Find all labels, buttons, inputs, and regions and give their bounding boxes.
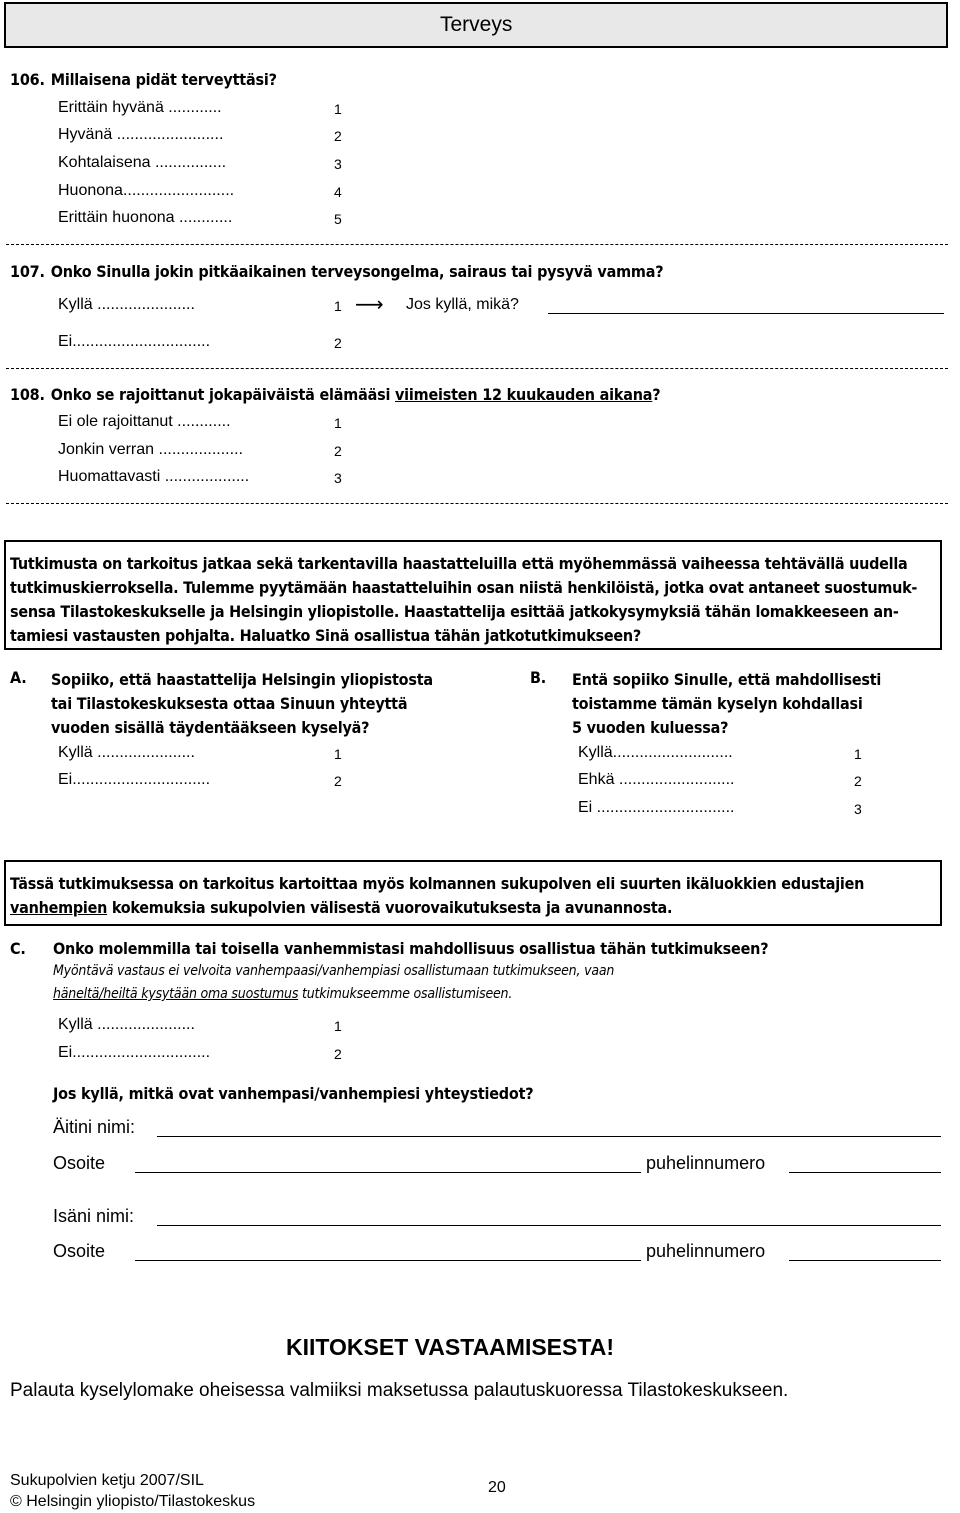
followup-label: Jos kyllä, mikä?	[406, 296, 519, 313]
page-number: 20	[488, 1479, 506, 1496]
mother-name-label: Äitini nimi:	[53, 1117, 136, 1137]
question-number: 106.	[10, 70, 45, 89]
qa-code-2: 2	[334, 773, 342, 789]
qa-code-1: 1	[334, 746, 342, 762]
contact-question: Jos kyllä, mitkä ovat vanhempasi/vanhempiesi yhteystiedot?	[53, 1084, 534, 1103]
q106-option-1[interactable]: Erittäin hyvänä ............	[58, 99, 222, 116]
q108-code-1: 1	[334, 415, 342, 431]
qc-option-1[interactable]: Kyllä ......................	[58, 1016, 195, 1033]
qb-option-3[interactable]: Ei ...............................	[578, 799, 735, 816]
section-title: Terveys	[440, 13, 513, 36]
question-108: 108. Onko se rajoittanut jokapäiväistä elämääsi viimeisten 12 kuukauden aikana?	[10, 385, 661, 404]
father-address-label: Osoite	[53, 1241, 106, 1261]
q107-option-2[interactable]: Ei...............................	[58, 333, 211, 350]
qb-option-1[interactable]: Kyllä...........................	[578, 744, 733, 761]
question-a: Sopiiko, että haastattelija Helsingin yliopistosta tai Tilastokeskuksesta ottaa Sinuun yhteyttä vuoden sisällä täydentääkseen kyselyä?	[51, 670, 433, 737]
father-address-field[interactable]	[135, 1260, 641, 1261]
father-phone-label: puhelinnumero	[646, 1241, 766, 1261]
q106-code-3: 3	[334, 156, 342, 172]
question-c-letter: C.	[10, 939, 26, 958]
qb-code-3: 3	[854, 801, 862, 817]
mother-address-field[interactable]	[135, 1172, 641, 1173]
qa-option-1[interactable]: Kyllä ......................	[58, 744, 195, 761]
footer-survey-name: Sukupolvien ketju 2007/SIL	[10, 1472, 204, 1489]
qb-code-2: 2	[854, 773, 862, 789]
question-a-letter: A.	[10, 668, 27, 687]
qb-option-2[interactable]: Ehkä ..........................	[578, 771, 735, 788]
q108-code-3: 3	[334, 470, 342, 486]
separator	[6, 368, 948, 369]
q107-code-2: 2	[334, 335, 342, 351]
q108-option-3[interactable]: Huomattavasti ...................	[58, 468, 250, 485]
mother-name-field[interactable]	[157, 1136, 941, 1137]
separator	[6, 244, 948, 245]
qb-code-1: 1	[854, 746, 862, 762]
arrow-right-icon: ⟶	[355, 294, 384, 316]
question-text: Onko Sinulla jokin pitkäaikainen terveysongelma, sairaus tai pysyvä vamma?	[50, 262, 664, 281]
q106-option-2[interactable]: Hyvänä ........................	[58, 126, 224, 143]
father-name-field[interactable]	[157, 1225, 941, 1226]
qc-code-2: 2	[334, 1046, 342, 1062]
return-instructions: Palauta kyselylomake oheisessa valmiiksi maksetussa palautuskuoressa Tilastokeskukseen.	[10, 1380, 789, 1401]
q108-option-1[interactable]: Ei ole rajoittanut ............	[58, 413, 231, 430]
question-b: Entä sopiiko Sinulle, että mahdollisesti toistamme tämän kyselyn kohdallasi 5 vuoden kuluessa?	[572, 670, 882, 737]
question-c: Onko molemmilla tai toisella vanhemmistasi mahdollisuus osallistua tähän tutkimukseen?	[53, 939, 769, 958]
qc-code-1: 1	[334, 1018, 342, 1034]
q106-option-4[interactable]: Huonona.........................	[58, 182, 235, 199]
q106-code-5: 5	[334, 211, 342, 227]
father-phone-field[interactable]	[789, 1260, 941, 1261]
q106-code-2: 2	[334, 128, 342, 144]
followup-answer-line[interactable]	[548, 313, 944, 314]
footer-copyright: © Helsingin yliopisto/Tilastokeskus	[10, 1493, 256, 1510]
qa-option-2[interactable]: Ei...............................	[58, 771, 211, 788]
question-number: 107.	[10, 262, 45, 281]
q107-code-1: 1	[334, 298, 342, 314]
q106-option-3[interactable]: Kohtalaisena ................	[58, 154, 227, 171]
q106-option-5[interactable]: Erittäin huonona ............	[58, 209, 233, 226]
question-number: 108.	[10, 385, 45, 404]
mother-phone-label: puhelinnumero	[646, 1153, 766, 1173]
info-box-text: Tässä tutkimuksessa on tarkoitus kartoittaa myös kolmannen sukupolven eli suurten ikäluokkien edustajien vanhempien kokemuksia sukupolvien välisestä vuorovaikutuksesta ja avunannosta.	[10, 874, 865, 917]
father-name-label: Isäni nimi:	[53, 1206, 135, 1226]
thanks-heading: KIITOKSET VASTAAMISESTA!	[286, 1334, 614, 1360]
info-box-text: Tutkimusta on tarkoitus jatkaa sekä tarkentavilla haastatteluilla että myöhemmässä vaiheessa tehtävällä uudella tutkimuskierroksella. Tulemme pyytämään haastatteluihin osan niistä henkilöistä, jotka ovat antaneet suostumuk- sensa Tilastokeskukselle ja Helsingin yliopistolle. Haastattelija esittää jatkokysymyksiä tähän lomakkeeseen an- tamiesi vastausten pohjalta. Haluatko Sinä osallistua tähän jatkotutkimukseen?	[10, 554, 918, 645]
q108-option-2[interactable]: Jonkin verran ...................	[58, 441, 243, 458]
question-b-letter: B.	[530, 668, 547, 687]
q108-code-2: 2	[334, 443, 342, 459]
separator	[6, 503, 948, 504]
q106-code-4: 4	[334, 184, 342, 200]
mother-address-label: Osoite	[53, 1153, 106, 1173]
qc-option-2[interactable]: Ei...............................	[58, 1044, 211, 1061]
question-107	[10, 262, 663, 281]
mother-phone-field[interactable]	[789, 1172, 941, 1173]
q107-option-1[interactable]: Kyllä ......................	[58, 296, 195, 313]
question-106	[10, 70, 277, 89]
question-text: Millaisena pidät terveyttäsi?	[50, 70, 277, 89]
question-c-note-2: häneltä/heiltä kysytään oma suostumus tutkimukseemme osallistumiseen.	[53, 986, 513, 1002]
question-c-note-1: Myöntävä vastaus ei velvoita vanhempaasi/vanhempiasi osallistumaan tutkimukseen, vaan	[53, 963, 615, 979]
q106-code-1: 1	[334, 101, 342, 117]
